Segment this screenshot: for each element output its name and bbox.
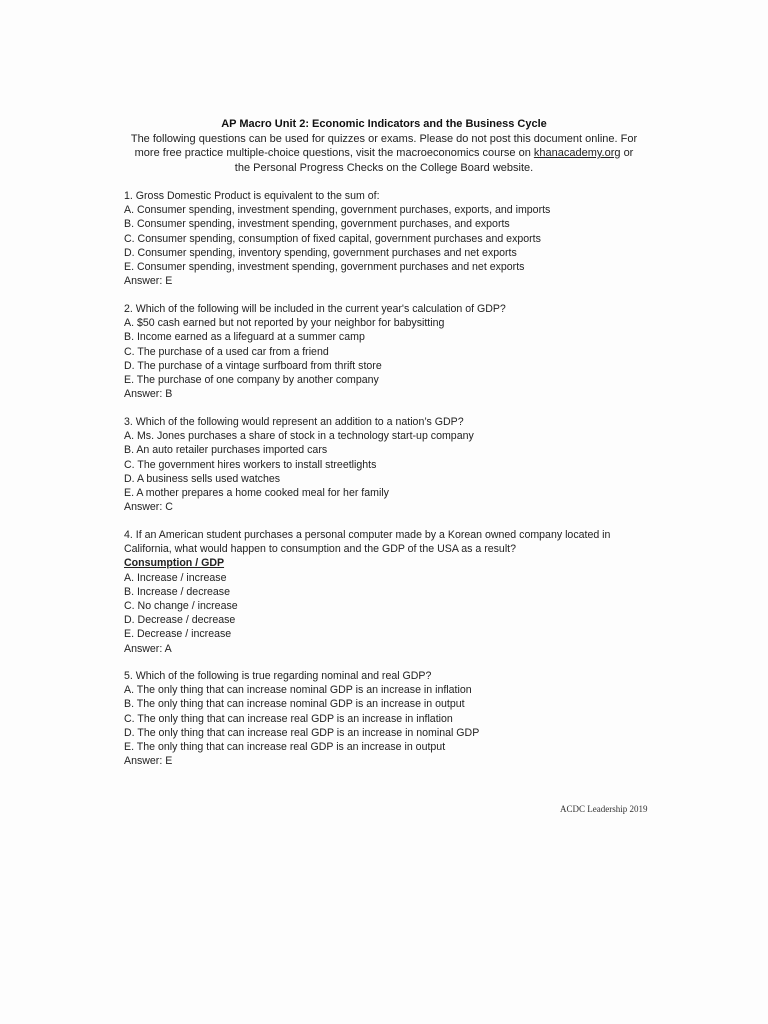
option-c: C. The purchase of a used car from a friend xyxy=(124,345,329,358)
intro-line-2-text: more free practice multiple-choice questions, visit the macroeconomics course on xyxy=(134,147,531,159)
option-a: A. The only thing that can increase nominal GDP is an increase in inflation xyxy=(124,684,472,697)
intro-line-2-end: or xyxy=(623,147,634,159)
option-b: B. An auto retailer purchases imported cars xyxy=(124,444,328,457)
option-column-heading: Consumption / GDP xyxy=(124,557,225,570)
option-d: D. Consumer spending, inventory spending, government purchases and net exports xyxy=(124,246,517,259)
option-e: E. Decrease / increase xyxy=(124,628,232,641)
answer: Answer: E xyxy=(124,755,173,768)
question-prompt-line-2: California, what would happen to consumption and the GDP of the USA as a result? xyxy=(124,543,517,556)
option-b: B. Consumer spending, investment spending, government purchases, and exports xyxy=(124,218,510,231)
option-c: C. No change / increase xyxy=(124,600,238,613)
option-d: D. A business sells used watches xyxy=(124,472,281,485)
option-c: C. The government hires workers to install streetlights xyxy=(124,458,377,471)
intro-line-2 xyxy=(110,146,658,161)
option-c: C. Consumer spending, consumption of fixed capital, government purchases and exports xyxy=(124,232,541,245)
question-prompt: 3. Which of the following would represent an addition to a nation’s GDP? xyxy=(124,416,464,428)
answer: Answer: B xyxy=(124,388,173,401)
question-3 xyxy=(124,415,664,514)
option-a: A. Ms. Jones purchases a share of stock in a technology start-up company xyxy=(124,430,474,443)
answer: Answer: A xyxy=(124,642,172,655)
option-e: E. A mother prepares a home cooked meal for her family xyxy=(124,487,389,500)
option-d: D. The purchase of a vintage surfboard from thrift store xyxy=(124,359,382,372)
question-prompt-line-1: 4. If an American student purchases a personal computer made by a Korean owned company located in xyxy=(124,529,611,541)
option-a: A. $50 cash earned but not reported by your neighbor for babysitting xyxy=(124,317,445,330)
question-5 xyxy=(124,669,664,768)
option-e: E. Consumer spending, investment spending, government purchases and net exports xyxy=(124,261,525,274)
option-a: A. Increase / increase xyxy=(124,571,227,584)
answer: Answer: E xyxy=(124,275,173,288)
footer-credit: ACDC Leadership 2019 xyxy=(560,804,648,814)
option-e: E. The only thing that can increase real GDP is an increase in output xyxy=(124,741,446,754)
question-prompt: 5. Which of the following is true regarding nominal and real GDP? xyxy=(124,670,432,682)
option-c: C. The only thing that can increase real GDP is an increase in inflation xyxy=(124,712,453,725)
option-b: B. Income earned as a lifeguard at a summer camp xyxy=(124,331,365,344)
question-prompt: 1. Gross Domestic Product is equivalent to the sum of: xyxy=(124,190,380,202)
option-e: E. The purchase of one company by another company xyxy=(124,374,379,387)
question-2 xyxy=(124,302,664,401)
answer: Answer: C xyxy=(124,501,173,514)
intro-line-1: The following questions can be used for quizzes or exams. Please do not post this document online. For xyxy=(130,132,638,145)
option-a: A. Consumer spending, investment spending, government purchases, exports, and imports xyxy=(124,204,551,217)
option-b: B. Increase / decrease xyxy=(124,585,230,598)
khanacademy-link[interactable]: khanacademy.org xyxy=(533,147,621,159)
intro-line-3: the Personal Progress Checks on the College Board website. xyxy=(234,161,534,174)
document-header xyxy=(110,117,658,175)
question-1 xyxy=(124,189,664,288)
option-d: D. The only thing that can increase real GDP is an increase in nominal GDP xyxy=(124,726,480,739)
question-prompt: 2. Which of the following will be included in the current year's calculation of GDP? xyxy=(124,303,506,315)
option-d: D. Decrease / decrease xyxy=(124,614,236,627)
option-b: B. The only thing that can increase nominal GDP is an increase in output xyxy=(124,698,465,711)
question-4 xyxy=(124,528,664,656)
document-title: AP Macro Unit 2: Economic Indicators and the Business Cycle xyxy=(221,118,547,130)
